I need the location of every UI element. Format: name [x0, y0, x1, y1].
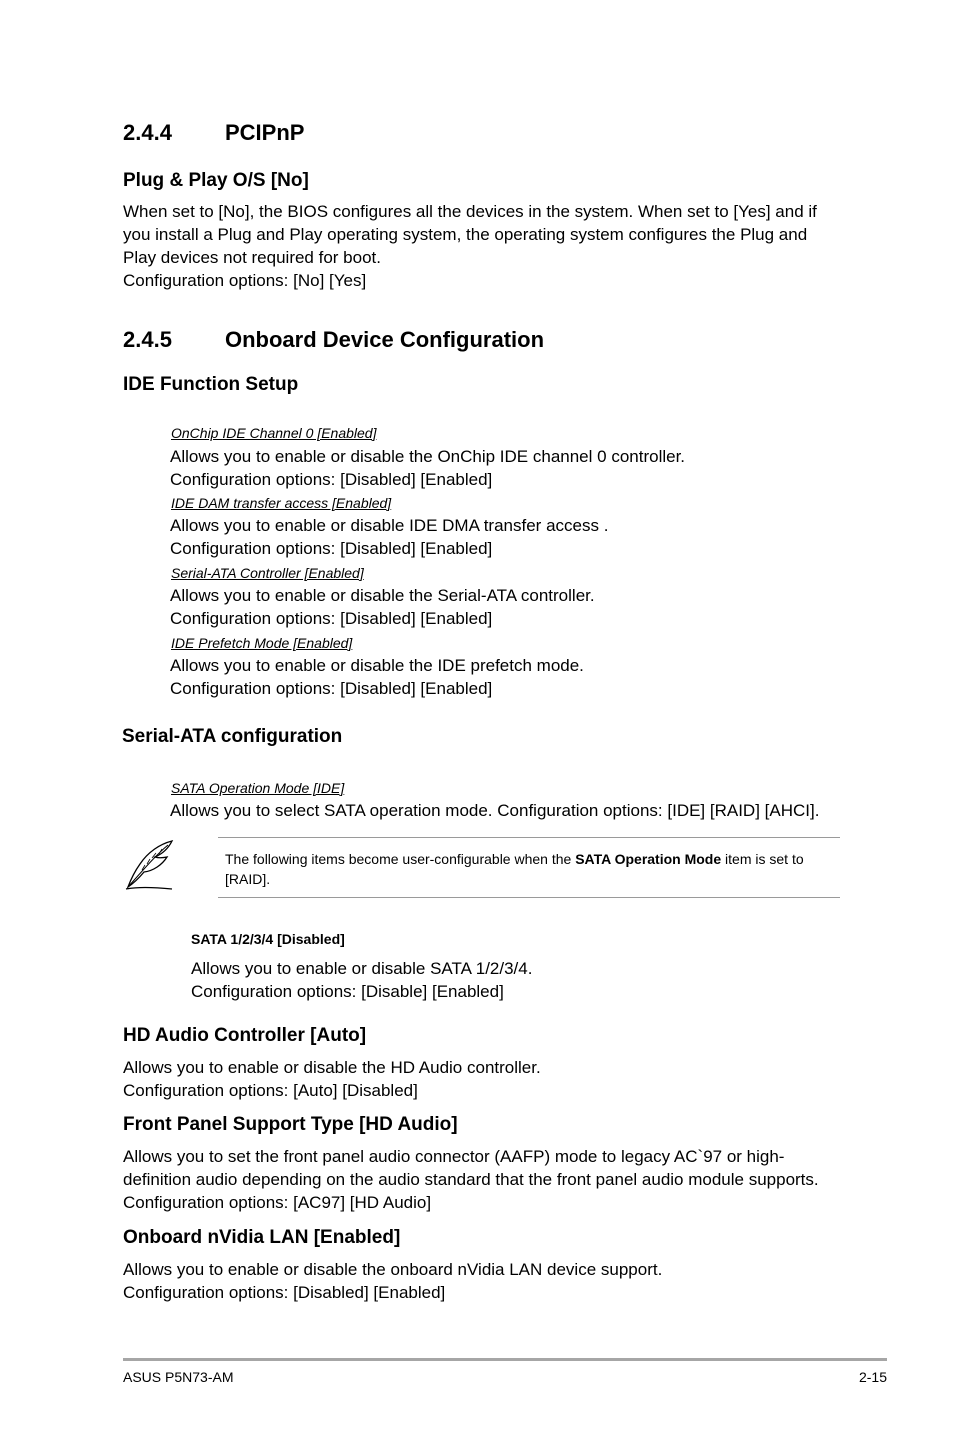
- paragraph-line: Allows you to enable or disable the onboard nVidia LAN device support.: [123, 1260, 663, 1279]
- item-sata-operation-mode: SATA Operation Mode [IDE]: [171, 780, 345, 796]
- paragraph-line: When set to [No], the BIOS configures all the devices in the system. When set to [Yes] and if: [123, 202, 817, 221]
- paragraph-line: Configuration options: [No] [Yes]: [123, 271, 367, 290]
- item-options: Configuration options: [Disabled] [Enabled]: [170, 470, 493, 489]
- note-text: [225, 849, 839, 889]
- paragraph-line: Configuration options: [Auto] [Disabled]: [123, 1081, 418, 1100]
- footer-page-number: 2-15: [858, 1369, 887, 1385]
- note-text-bold: SATA Operation Mode: [575, 851, 722, 867]
- note-text-post: item is set to [RAID].: [225, 851, 804, 887]
- section-number-2-4-4: 2.4.4: [123, 120, 172, 145]
- item-ide-dam-transfer-access: IDE DAM transfer access [Enabled]: [171, 495, 392, 511]
- item-ide-prefetch-mode: IDE Prefetch Mode [Enabled]: [171, 635, 353, 651]
- paragraph-line: Allows you to enable or disable the HD Audio controller.: [123, 1058, 541, 1077]
- heading-plug-and-play: Plug & Play O/S [No]: [123, 170, 309, 191]
- heading-serial-ata-configuration: Serial-ATA configuration: [122, 726, 343, 747]
- note-text-pre: The following items become user-configurable when the: [225, 851, 576, 867]
- item-serial-ata-controller: Serial-ATA Controller [Enabled]: [171, 565, 364, 581]
- paragraph-line: Configuration options: [Disabled] [Enabled]: [123, 1283, 446, 1302]
- item-description: Allows you to select SATA operation mode. Configuration options: [IDE] [RAID] [AHCI].: [170, 801, 820, 820]
- feather-pen-icon: [122, 838, 178, 894]
- item-description: Allows you to enable or disable SATA 1/2/3/4.: [191, 959, 533, 978]
- item-options: Configuration options: [Disabled] [Enabled]: [170, 679, 493, 698]
- footer-product-name: ASUS P5N73-AM: [123, 1369, 234, 1385]
- item-description: Allows you to enable or disable the IDE prefetch mode.: [170, 656, 584, 675]
- heading-onboard-nvidia-lan: Onboard nVidia LAN [Enabled]: [123, 1227, 401, 1248]
- paragraph-line: Configuration options: [AC97] [HD Audio]: [123, 1193, 432, 1212]
- note-bottom-rule: [218, 897, 840, 898]
- paragraph-line: Allows you to set the front panel audio connector (AAFP) mode to legacy AC`97 or high-: [123, 1147, 785, 1166]
- section-title-pcipnp: PCIPnP: [225, 120, 305, 145]
- item-description: Allows you to enable or disable the OnChip IDE channel 0 controller.: [170, 447, 686, 466]
- paragraph-line: definition audio depending on the audio standard that the front panel audio module supports.: [123, 1170, 819, 1189]
- section-number-2-4-5: 2.4.5: [123, 327, 172, 352]
- heading-front-panel-support-type: Front Panel Support Type [HD Audio]: [123, 1114, 458, 1135]
- item-options: Configuration options: [Disable] [Enabled]: [191, 982, 504, 1001]
- section-title-onboard-device-configuration: Onboard Device Configuration: [225, 327, 545, 352]
- item-options: Configuration options: [Disabled] [Enabled]: [170, 609, 493, 628]
- note-top-rule: [218, 837, 840, 838]
- paragraph-line: Play devices not required for boot.: [123, 248, 381, 267]
- item-onchip-ide-channel-0: OnChip IDE Channel 0 [Enabled]: [171, 425, 377, 441]
- heading-ide-function-setup: IDE Function Setup: [123, 374, 299, 395]
- item-description: Allows you to enable or disable IDE DMA transfer access .: [170, 516, 609, 535]
- item-options: Configuration options: [Disabled] [Enabled]: [170, 539, 493, 558]
- paragraph-line: you install a Plug and Play operating system, the operating system configures the Plug and: [123, 225, 808, 244]
- heading-sata-1-2-3-4: SATA 1/2/3/4 [Disabled]: [191, 931, 345, 947]
- footer-rule: [123, 1358, 887, 1361]
- item-description: Allows you to enable or disable the Serial-ATA controller.: [170, 586, 595, 605]
- heading-hd-audio-controller: HD Audio Controller [Auto]: [123, 1025, 367, 1046]
